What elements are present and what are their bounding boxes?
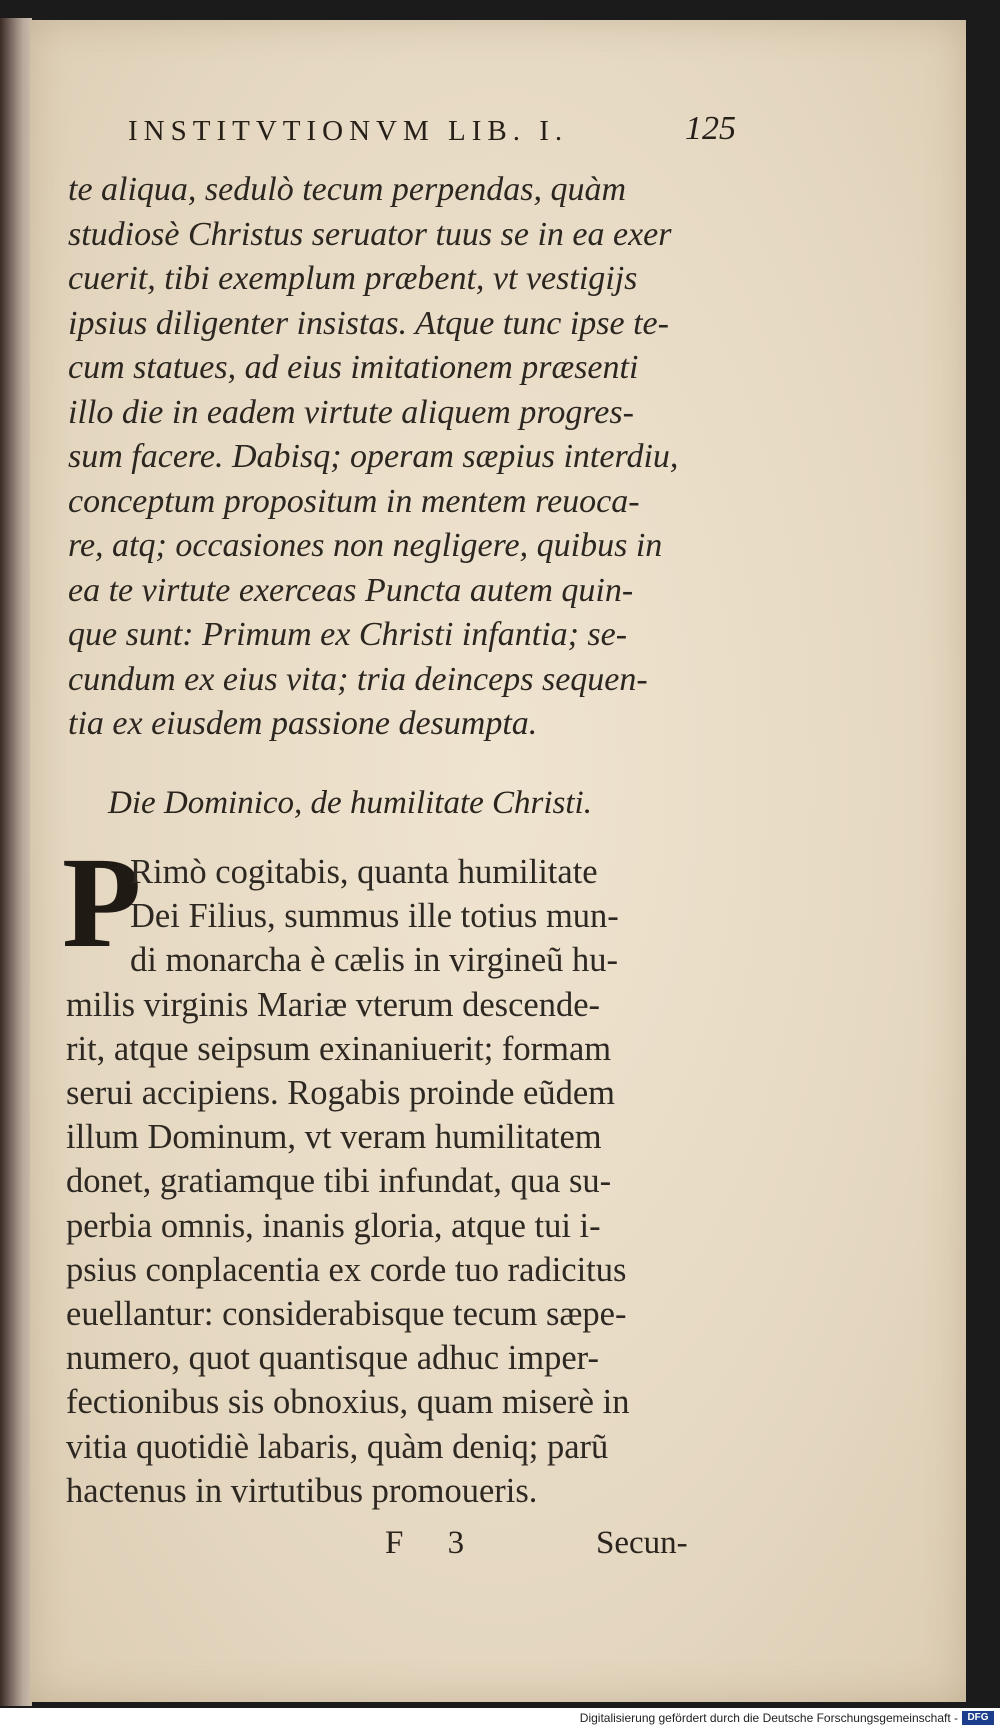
drop-cap-initial: P [62, 831, 142, 975]
text-line: te aliqua, sedulò tecum perpendas, quàm [68, 171, 627, 208]
text-line: perbia omnis, inanis gloria, atque tui i- [66, 1206, 601, 1245]
dfg-logo-icon: DFG [962, 1711, 994, 1725]
text-line: cum statues, ad eius imitationem præsenti [68, 349, 639, 386]
left-page-edge [0, 18, 32, 1706]
text-line: vitia quotidiè labaris, quàm deniq; parũ [66, 1427, 609, 1466]
italic-text-block [68, 168, 748, 747]
running-head: INSTITVTIONVM LIB. I. [128, 115, 569, 147]
digitization-footer [0, 1708, 1000, 1729]
text-line: euellantur: considerabisque tecum sæpe- [66, 1295, 627, 1334]
footer-credit: Digitalisierung gefördert durch die Deutsche Forschungsgemeinschaft - [579, 1711, 958, 1725]
text-line: donet, gratiamque tibi infundat, qua su- [66, 1162, 612, 1201]
text-line: ea te virtute exerceas Puncta autem quin- [68, 571, 634, 609]
text-line: sum facere. Dabisq; operam sæpius interdiu, [68, 438, 679, 475]
text-line: studiosè Christus seruator tuus se in ea exer [68, 215, 672, 253]
catchword: Secun- [596, 1525, 688, 1561]
text-line: que sunt: Primum ex Christi infantia; se- [68, 616, 628, 653]
text-line: Rimò cogitabis, quanta humilitate [130, 853, 598, 891]
text-line: cuerit, tibi exemplum præbent, vt vestigijs [68, 260, 638, 297]
text-line: di monarcha è cælis in virgineũ hu- [130, 941, 619, 980]
text-line: tia ex eiusdem passione desumpta. [68, 705, 538, 742]
text-line: numero, quot quantisque adhuc imper- [66, 1339, 599, 1378]
text-line: illo die in eadem virtute aliquem progres- [68, 393, 634, 431]
section-heading: Die Dominico, de humilitate Christi. [108, 785, 592, 821]
text-line: rit, atque seipsum exinaniuerit; formam [66, 1029, 612, 1068]
text-line: Dei Filius, summus ille totius mun- [130, 897, 619, 936]
text-line: serui accipiens. Rogabis proinde eũdem [66, 1074, 615, 1113]
text-line: hactenus in virtutibus promoueris. [66, 1471, 538, 1510]
signature-mark: F 3 [385, 1525, 483, 1561]
text-line: ipsius diligenter insistas. Atque tunc ipse te- [68, 304, 669, 342]
roman-text-block [66, 850, 746, 1513]
folio-number: 125 [685, 110, 736, 147]
text-line: psius conplacentia ex corde tuo radicitus [66, 1250, 627, 1289]
text-line: illum Dominum, vt veram humilitatem [66, 1118, 602, 1157]
text-line: re, atq; occasiones non negligere, quibus in [68, 527, 663, 564]
text-line: milis virginis Mariæ vterum descende- [66, 985, 601, 1024]
text-line: fectionibus sis obnoxius, quam miserè in [66, 1383, 630, 1422]
text-line: conceptum propositum in mentem reuoca- [68, 482, 640, 520]
text-line: cundum ex eius vita; tria deinceps sequen- [68, 660, 648, 698]
